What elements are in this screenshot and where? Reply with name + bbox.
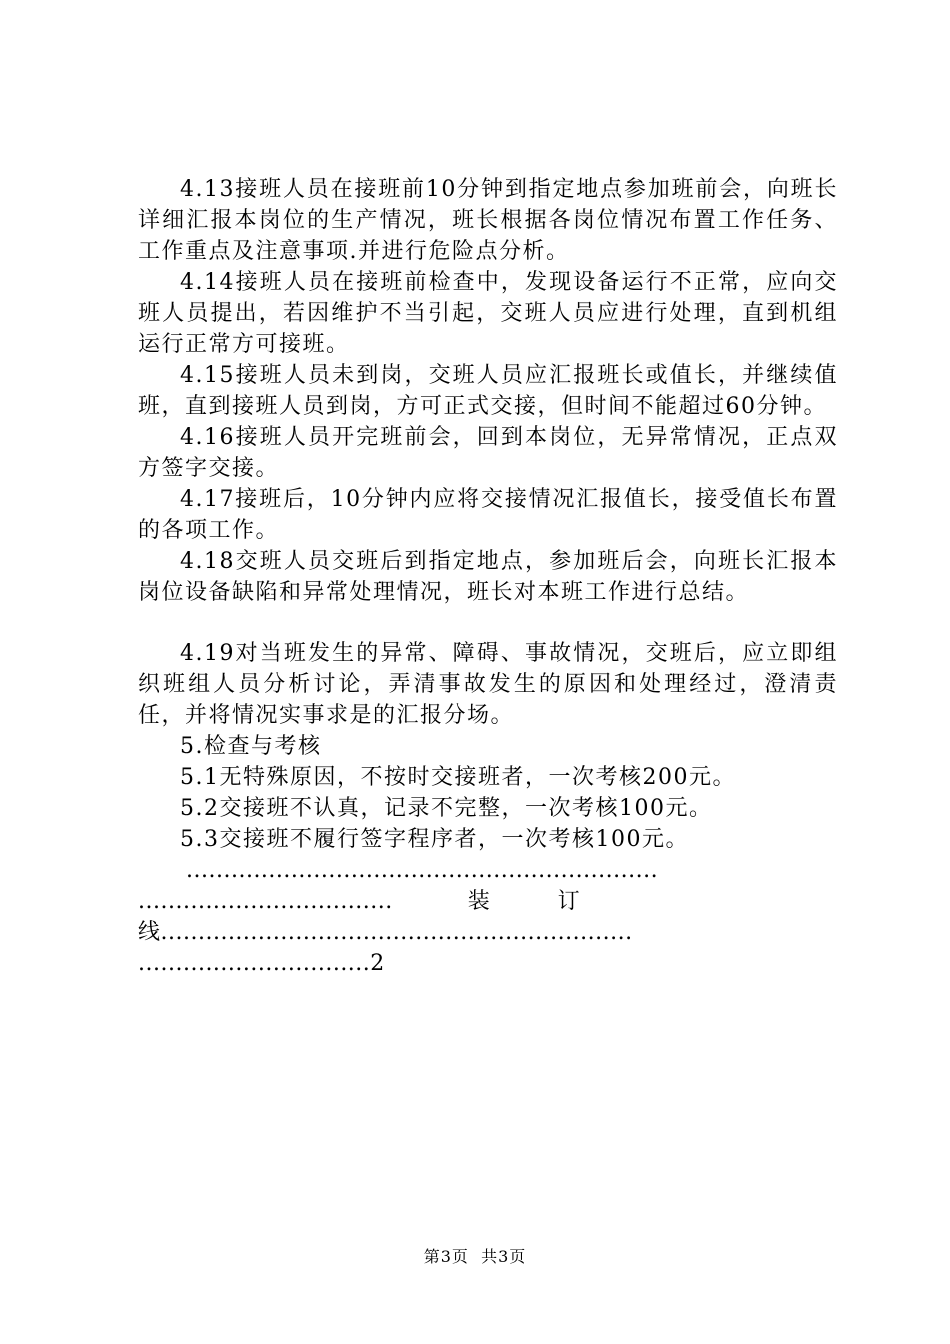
paragraph-4-16: 4.16接班人员开完班前会，回到本岗位，无异常情况，正点双方签字交接。 [138,425,838,481]
binding-line-row-1: ............................................................... [186,858,659,883]
document-body [138,174,838,979]
paragraph-4-19: 4.19对当班发生的异常、障碍、事故情况，交班后，应立即组织班组人员分析讨论，弄清事故发生的原因和处理经过，澄清责任，并将情况实事求是的汇报分场。 [138,641,838,728]
paragraph-4-14: 4.14接班人员在接班前检查中，发现设备运行不正常，应向交班人员提出，若因维护不当引起，交班人员应进行处理，直到机组运行正常方可接班。 [138,270,838,357]
binding-line [138,855,838,979]
paragraph-5-1: 5.1无特殊原因，不按时交接班者，一次考核200元。 [180,765,736,790]
binding-line-row-3: 线............................................................... [138,920,633,945]
paragraph-4-18: 4.18交班人员交班后到指定地点，参加班后会，向班长汇报本岗位设备缺陷和异常处理情况，班长对本班工作进行总结。 [138,549,838,605]
paragraph-4-17: 4.17接班后，10分钟内应将交接情况汇报值长，接受值长布置的各项工作。 [138,487,838,543]
paragraph-4-13: 4.13接班人员在接班前10分钟到指定地点参加班前会，向班长详细汇报本岗位的生产情况，班长根据各岗位情况布置工作任务、工作重点及注意事项.并进行危险点分析。 [138,177,838,264]
paragraph-5-3: 5.3交接班不履行签字程序者，一次考核100元。 [180,827,689,852]
binding-line-row-4: ...............................2 [138,951,385,976]
page-footer [0,1244,950,1267]
page-number-label: 第3页 共3页 [423,1247,527,1266]
section-heading-5: 5.检查与考核 [180,734,322,759]
binding-line-row-2: .................................. 装 订 [138,889,581,914]
paragraph-4-15: 4.15接班人员未到岗，交班人员应汇报班长或值长，并继续值班，直到接班人员到岗，方可正式交接，但时间不能超过60分钟。 [138,363,838,419]
paragraph-5-2: 5.2交接班不认真，记录不完整，一次考核100元。 [180,796,713,821]
